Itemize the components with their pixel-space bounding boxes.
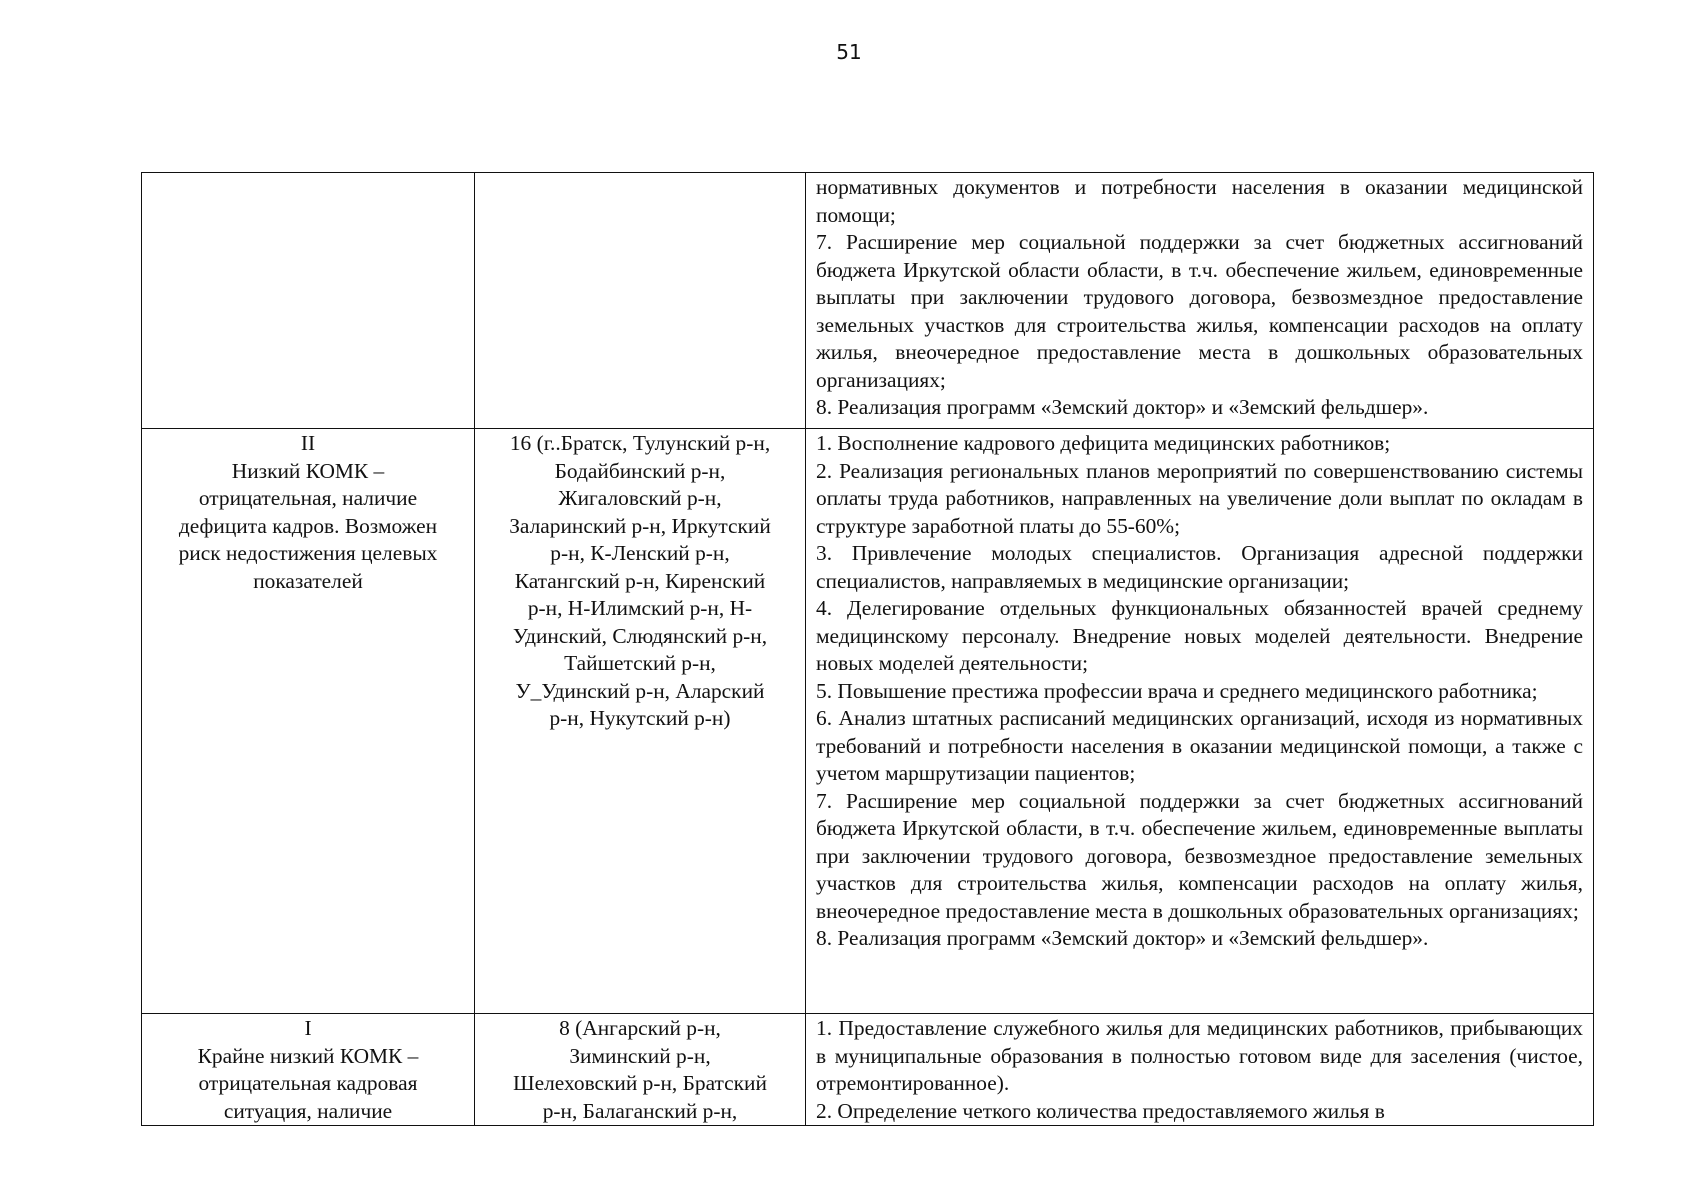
measure-item: 8. Реализация программ «Земский доктор» и «Земский фельдшер». [816, 395, 1429, 419]
table-row [142, 173, 1594, 429]
measure-item: 7. Расширение мер социальной поддержки за счет бюджетных ассигнований бюджета Иркутской области, в т.ч. обеспечение жильем, единовременные выплаты при заключении трудового договора, безвозмездное предоставление земельных участков для строительства жилья, компенсации расходов на оплату жилья, внеочередное предоставление места в дошкольных образовательных организациях; [816, 788, 1583, 923]
measure-item: 7. Расширение мер социальной поддержки за счет бюджетных ассигнований бюджета Иркутской области области, в т.ч. обеспечение жильем, единовременные выплаты при заключении трудового договора, безвозмездное предоставление земельных участков для строительства жилья, компенсации расходов на оплату жилья, внеочередное предоставление места в дошкольных образовательных организациях; [816, 230, 1583, 392]
measure-item: 8. Реализация программ «Земский доктор» и «Земский фельдшер». [816, 926, 1429, 950]
level-line: дефицита кадров. Возможен [178, 513, 438, 538]
districts-cell [475, 1014, 806, 1126]
level-line: отрицательная кадровая [198, 1071, 418, 1095]
level-line: риск недостижения целевых [178, 541, 438, 565]
districts-cell [475, 429, 806, 1014]
measure-item: 2. Реализация региональных планов мероприятий по совершенствованию системы оплаты труда работников, направленных на увеличение доли выплат по окладам в структуре заработной платы до 55-60%; [816, 458, 1583, 538]
measures-table [141, 172, 1594, 1126]
measures-cell [806, 173, 1594, 429]
measures-cell [806, 1014, 1594, 1126]
measure-item: 6. Анализ штатных расписаний медицинских организаций, исходя из нормативных требований и потребности населения в оказании медицинской помощи, а также с учетом маршрутизации пациентов; [816, 706, 1583, 785]
table-row [142, 429, 1594, 1014]
level-line: II [300, 431, 316, 455]
level-line: ситуация, наличие [223, 1098, 393, 1123]
district-line: Жигаловский р-н, [558, 486, 722, 510]
measure-item: 3. Привлечение молодых специалистов. Организация адресной поддержки специалистов, направляемых в медицинские организации; [816, 541, 1583, 593]
measure-item: 4. Делегирование отдельных функциональных обязанностей врачей среднему медицинскому персоналу. Внедрение новых моделей деятельности. Внедрение новых моделей деятельности; [816, 596, 1583, 675]
measures-cell [806, 429, 1594, 1014]
district-line: р-н, К-Ленский р-н, [550, 541, 730, 565]
measure-item: 2. Определение четкого количества предоставляемого жилья в [816, 1098, 1385, 1123]
level-line: показателей [253, 568, 363, 593]
district-line: Бодайбинский р-н, [554, 458, 726, 483]
district-line: Зиминский р-н, [569, 1043, 711, 1068]
district-line: Тайшетский р-н, [564, 651, 716, 675]
district-line: р-н, Балаганский р-н, [542, 1098, 738, 1123]
measure-item: 1. Предоставление служебного жилья для медицинских работников, прибывающих в муниципальные образования в полностью готовом виде для заселения (чистое, отремонтированное). [816, 1016, 1583, 1095]
district-line: Заларинский р-н, Иркутский [509, 513, 771, 538]
district-line: У_Удинский р-н, Аларский [515, 678, 765, 703]
district-line: Шелеховский р-н, Братский [513, 1071, 767, 1095]
district-line: Удинский, Слюдянский р-н, [512, 623, 768, 648]
level-cell [142, 429, 475, 1014]
level-line: Крайне низкий КОМК – [197, 1043, 419, 1068]
district-line: р-н, Нукутский р-н) [549, 706, 731, 730]
district-line: р-н, Н-Илимский р-н, Н- [527, 596, 753, 620]
district-line: Катангский р-н, Киренский [514, 568, 766, 593]
district-line: 16 (г..Братск, Тулунский р-н, [509, 431, 771, 455]
level-line: Низкий КОМК – [231, 458, 385, 483]
table-row [142, 1014, 1594, 1126]
page-number: 51 [836, 40, 862, 64]
level-cell [142, 1014, 475, 1126]
measure-item: 1. Восполнение кадрового дефицита медицинских работников; [816, 431, 1391, 455]
districts-cell [475, 173, 806, 429]
measure-item: нормативных документов и потребности населения в оказании медицинской помощи; [816, 175, 1583, 227]
level-line: отрицательная, наличие [198, 486, 418, 510]
district-line: 8 (Ангарский р-н, [559, 1016, 721, 1040]
measure-item: 5. Повышение престижа профессии врача и среднего медицинского работника; [816, 678, 1538, 703]
level-cell [142, 173, 475, 429]
level-line: I [304, 1016, 312, 1040]
